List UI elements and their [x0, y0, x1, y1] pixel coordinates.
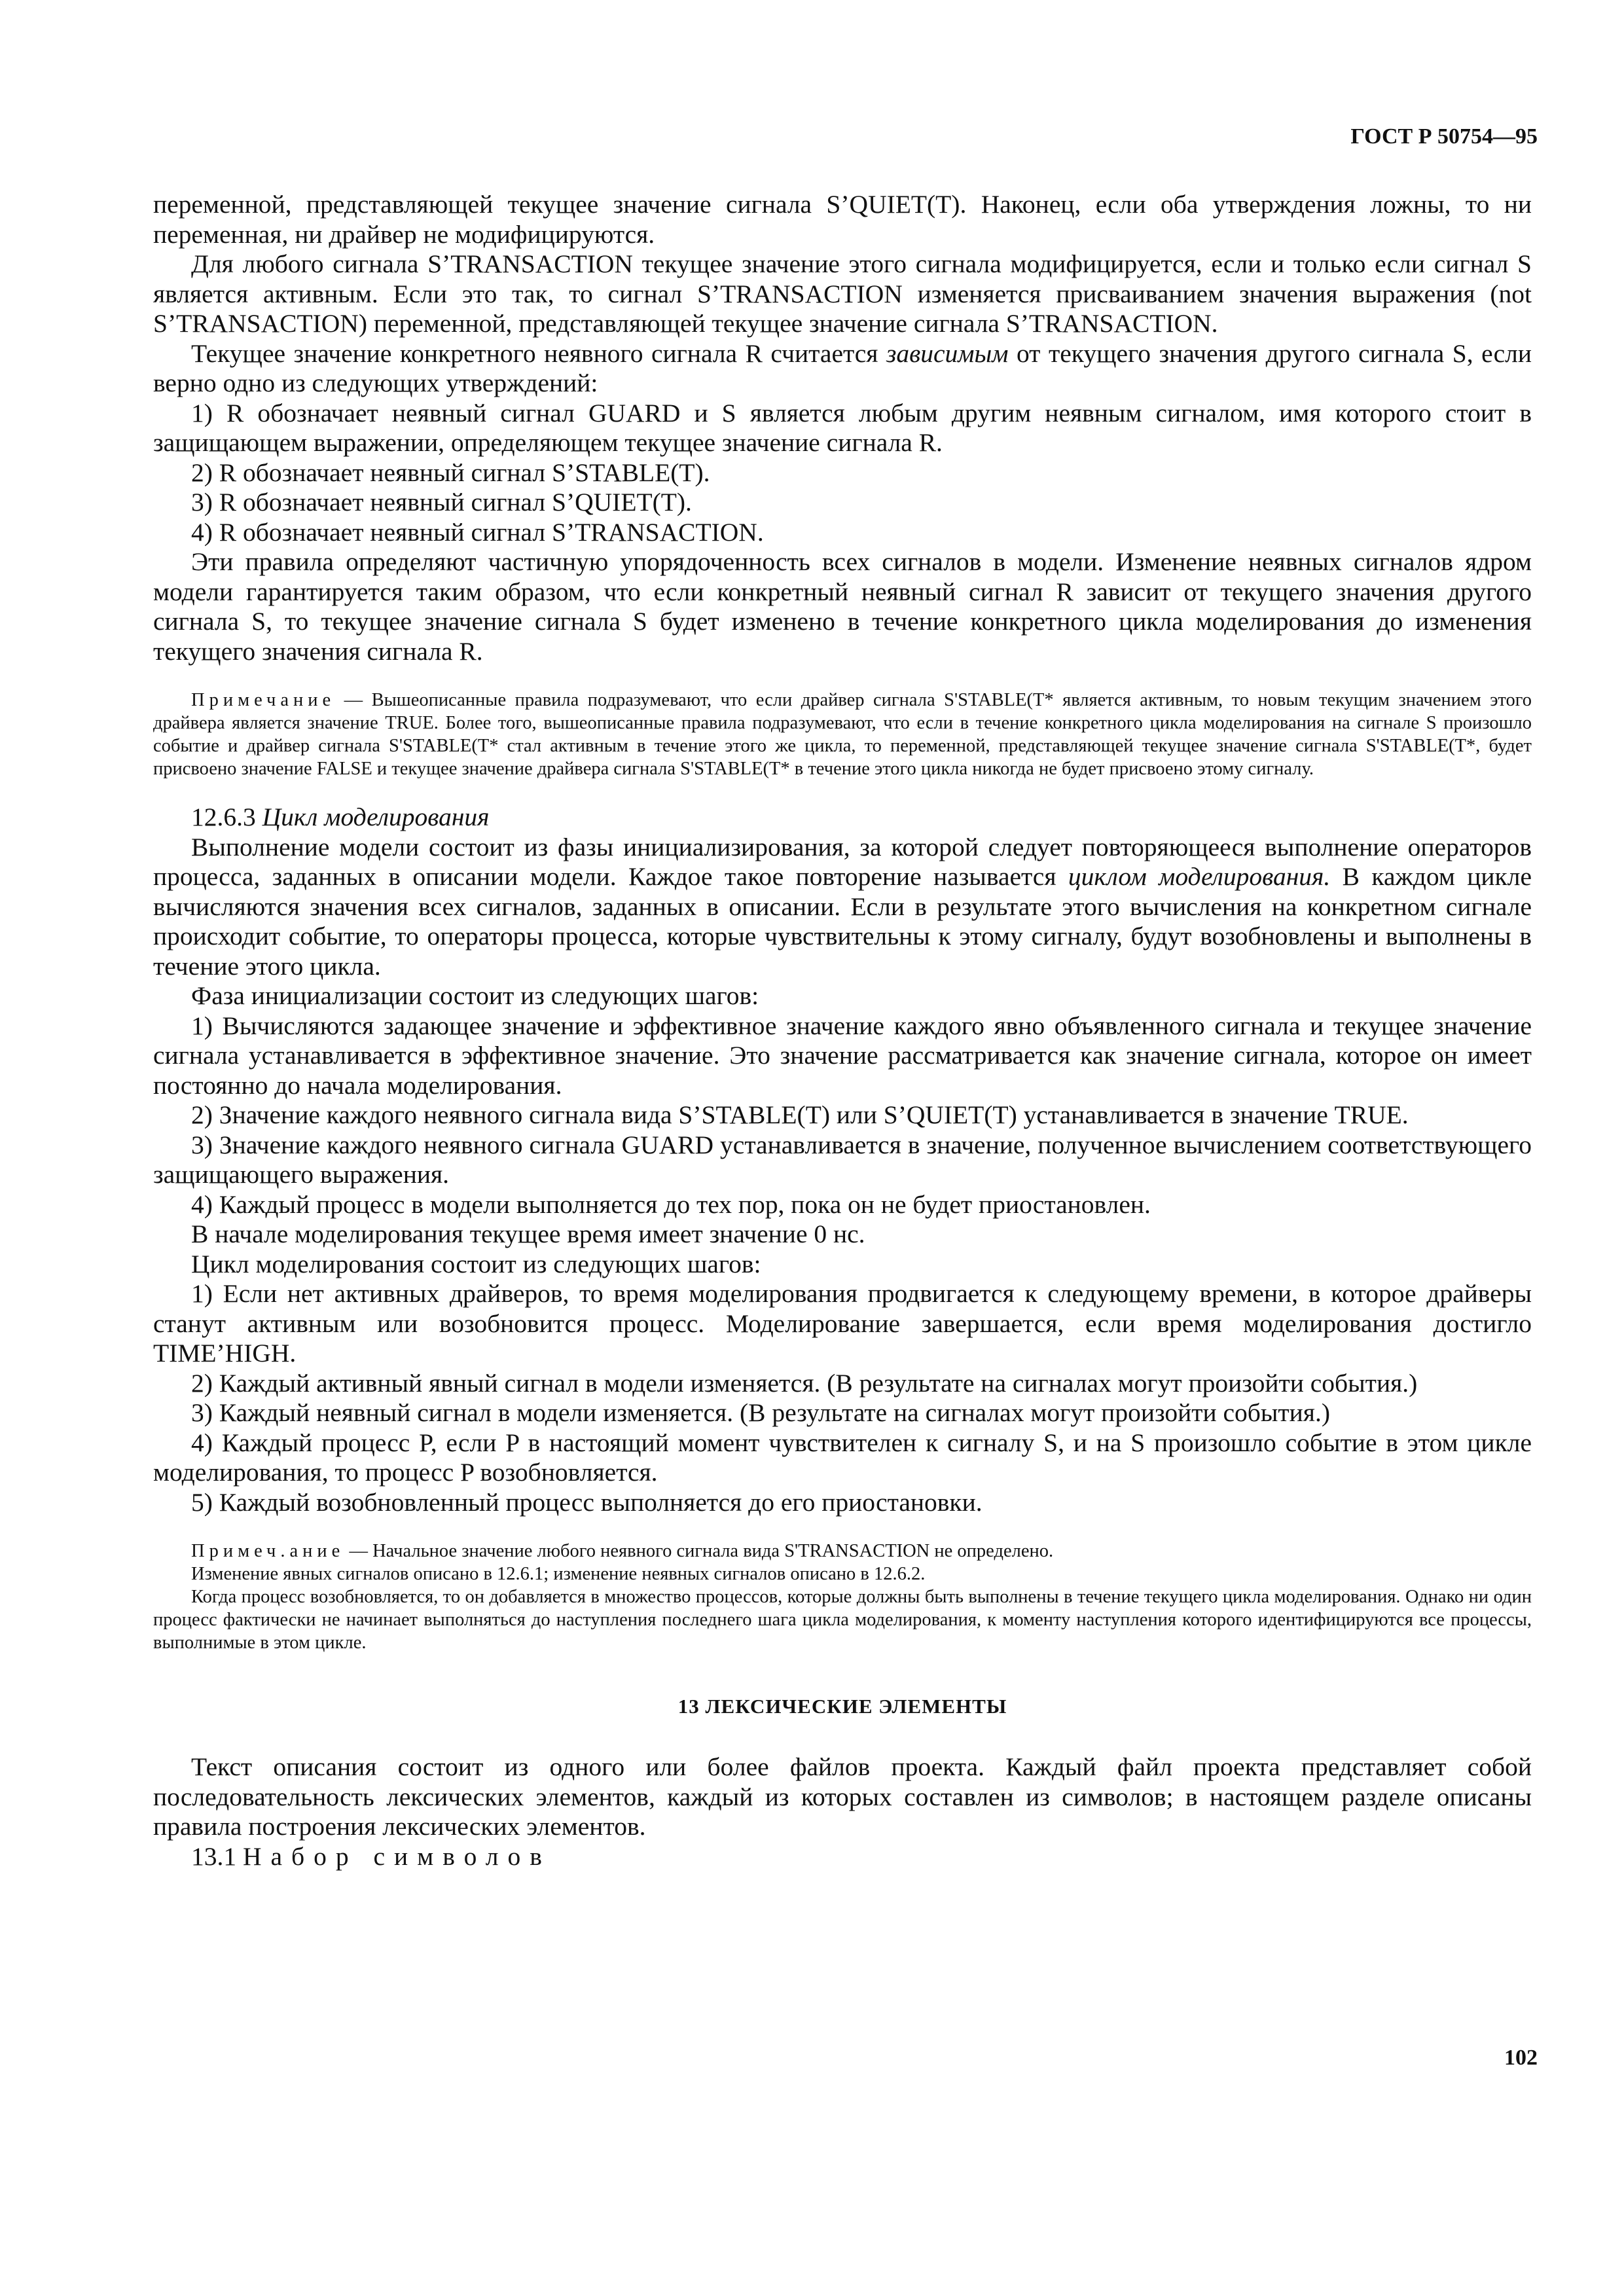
list-item: 2) R обозначает неявный сигнал S’STABLE(T).: [191, 458, 710, 487]
list-item: 2) Каждый активный явный сигнал в модели изменяется. (В результате на сигналах могут произойти события.): [191, 1368, 1418, 1398]
paragraph: Эти правила определяют частичную упорядоченность всех сигналов в модели. Изменение неявных сигналов ядром модели гарантируется таким образом, что если конкретный неявный сигнал R зависит от текущего значения другого сигнала S, то текущее значение сигнала S будет изменено в течение конкретного цикла моделирования до изменения текущего значения сигнала R.: [153, 547, 1532, 666]
text-run: от текущего значения другого сигнала S, если верно одно из следующих утверждений:: [153, 338, 1532, 397]
paragraph: Фаза инициализации состоит из следующих шагов:: [191, 981, 759, 1010]
spacer: [153, 780, 1532, 803]
paragraph: переменной, представляющей текущее значение сигнала S’QUIET(T). Наконец, если оба утверждения ложны, то ни переменная, ни драйвер не модифицируются.: [153, 190, 1532, 249]
note-label: Примечание: [191, 690, 336, 710]
paragraph: Цикл моделирования состоит из следующих шагов:: [191, 1249, 761, 1278]
paragraph-sim-intro: [153, 833, 1532, 982]
list-item: 1) R обозначает неявный сигнал GUARD и S является любым другим неявным сигналом, имя которого стоит в защищающем выражении, определяющем текущее значение сигнала R.: [153, 398, 1532, 457]
section-number: 13.1: [191, 1841, 237, 1871]
note-2-line: Когда процесс возобновляется, то он добавляется в множество процессов, которые должны быть выполнены в течение текущего цикла моделирования. Однако ни один процесс фактически не начинает выполняться до наступления последнего шага цикла моделирования, к моменту наступления которого идентифицируются все процессы, выполнимые в этом цикле.: [153, 1587, 1532, 1653]
list-item: 2) Значение каждого неявного сигнала вида S’STABLE(T) или S’QUIET(T) устанавливается в значение TRUE.: [191, 1100, 1409, 1129]
text-run: Текущее значение конкретного неявного сигнала R считается: [191, 338, 886, 368]
spacer: [153, 1720, 1532, 1752]
chapter-heading: 13 ЛЕКСИЧЕСКИЕ ЭЛЕМЕНТЫ: [677, 1695, 1007, 1718]
list-item: 3) R обозначает неявный сигнал S’QUIET(T).: [191, 488, 692, 516]
list-item: 4) Каждый процесс в модели выполняется до тех пор, пока он не будет приостановлен.: [191, 1189, 1151, 1219]
paragraph: В начале моделирования текущее время имеет значение 0 нс.: [191, 1220, 865, 1248]
list-item: 1) Вычисляются задающее значение и эффективное значение каждого явно объявленного сигнала и текущее значение сигнала устанавливается в эффективное значение. Это значение рассматривается как значение сигнала, которое он имеет постоянно до начала моделирования.: [153, 1011, 1532, 1100]
note-label: Примеч.ание: [191, 1541, 345, 1561]
note-2: [153, 1540, 1532, 1563]
spacer: [153, 1654, 1532, 1693]
italic-term: циклом моделирования.: [1068, 862, 1331, 891]
text-run: В каждом цикле вычисляются значения всех сигналов, заданных в описании. Если в результате этого вычисления на конкретном сигнале происходит событие, то операторы процесса, которые чувствительны к этому сигналу, будут возобновлены и выполнены в течение этого цикла.: [153, 862, 1532, 981]
spacer: [153, 666, 1532, 689]
section-number: 12.6.3: [191, 803, 256, 831]
italic-term: зависимым: [886, 338, 1009, 368]
list-item: 3) Значение каждого неявного сигнала GUARD устанавливается в значение, полученное вычислением соответствующего защищающего выражения.: [153, 1130, 1532, 1189]
paragraph: Для любого сигнала S’TRANSACTION текущее значение этого сигнала модифицируется, если и только если сигнал S является активным. Если это так, то сигнал S’TRANSACTION изменяется присваиванием значения выражения (not S’TRANSACTION) переменной, представляющей текущее значение сигнала S’TRANSACTION.: [153, 249, 1532, 338]
list-item: 5) Каждый возобновленный процесс выполняется до его приостановки.: [191, 1487, 983, 1517]
paragraph: Текст описания состоит из одного или более файлов проекта. Каждый файл проекта представляет собой последовательность лексических элементов, каждый из которых составлен из символов; в настоящем разделе описаны правила построения лексических элементов.: [153, 1752, 1532, 1841]
section-heading-12-6-3: [153, 803, 1532, 833]
page-body: [153, 190, 1532, 1871]
note-text: — Начальное значение любого неявного сигнала вида S'TRANSACTION не определено.: [344, 1541, 1054, 1561]
note-text: — Вышеописанные правила подразумевают, что если драйвер сигнала S'STABLE(T* является активным, то новым текущим значением этого драйвера является значение TRUE. Более того, вышеописанные правила подразумевают, что если в течение конкретного цикла моделирования на сигнале S произошло событие и драйвер сигнала S'STABLE(T* стал активным в течение этого же цикла, то переменной, представляющей текущее значение сигнала S'STABLE(T*, будет присвоено значение FALSE и текущее значение драйвера сигнала S'STABLE(T* в течение этого цикла никогда не будет присвоено этому сигналу.: [153, 690, 1532, 779]
list-item: 4) R обозначает неявный сигнал S’TRANSACTION.: [191, 517, 764, 547]
section-title: Цикл моделирования: [262, 803, 490, 831]
section-heading-13-1: [153, 1842, 1532, 1872]
gost-header: ГОСТ Р 50754—95: [1350, 124, 1538, 149]
list-item: 3) Каждый неявный сигнал в модели изменяется. (В результате на сигналах могут произойти события.): [191, 1398, 1331, 1427]
text-run: Выполнение модели состоит из фазы инициализирования, за которой следует повторяющееся выполнение операторов процесса, заданных в описании модели. Каждое такое повторение называется: [153, 832, 1532, 891]
paragraph-dependent: [153, 339, 1532, 399]
note-2-line: Изменение явных сигналов описано в 12.6.1; изменение неявных сигналов описано в 12.6.2.: [191, 1564, 926, 1584]
page-number: 102: [1504, 2046, 1538, 2070]
section-title: Набор символов: [243, 1841, 551, 1871]
spacer: [153, 1517, 1532, 1540]
list-item: 4) Каждый процесс P, если P в настоящий момент чувствителен к сигналу S, и на S произошло событие в этом цикле моделирования, то процесс P возобновляется.: [153, 1428, 1532, 1487]
note-1: [153, 689, 1532, 780]
list-item: 1) Если нет активных драйверов, то время моделирования продвигается к следующему времени, в которое драйверы станут активным или возобновится процесс. Моделирование завершается, если время моделирования достигло TIME’HIGH.: [153, 1279, 1532, 1367]
